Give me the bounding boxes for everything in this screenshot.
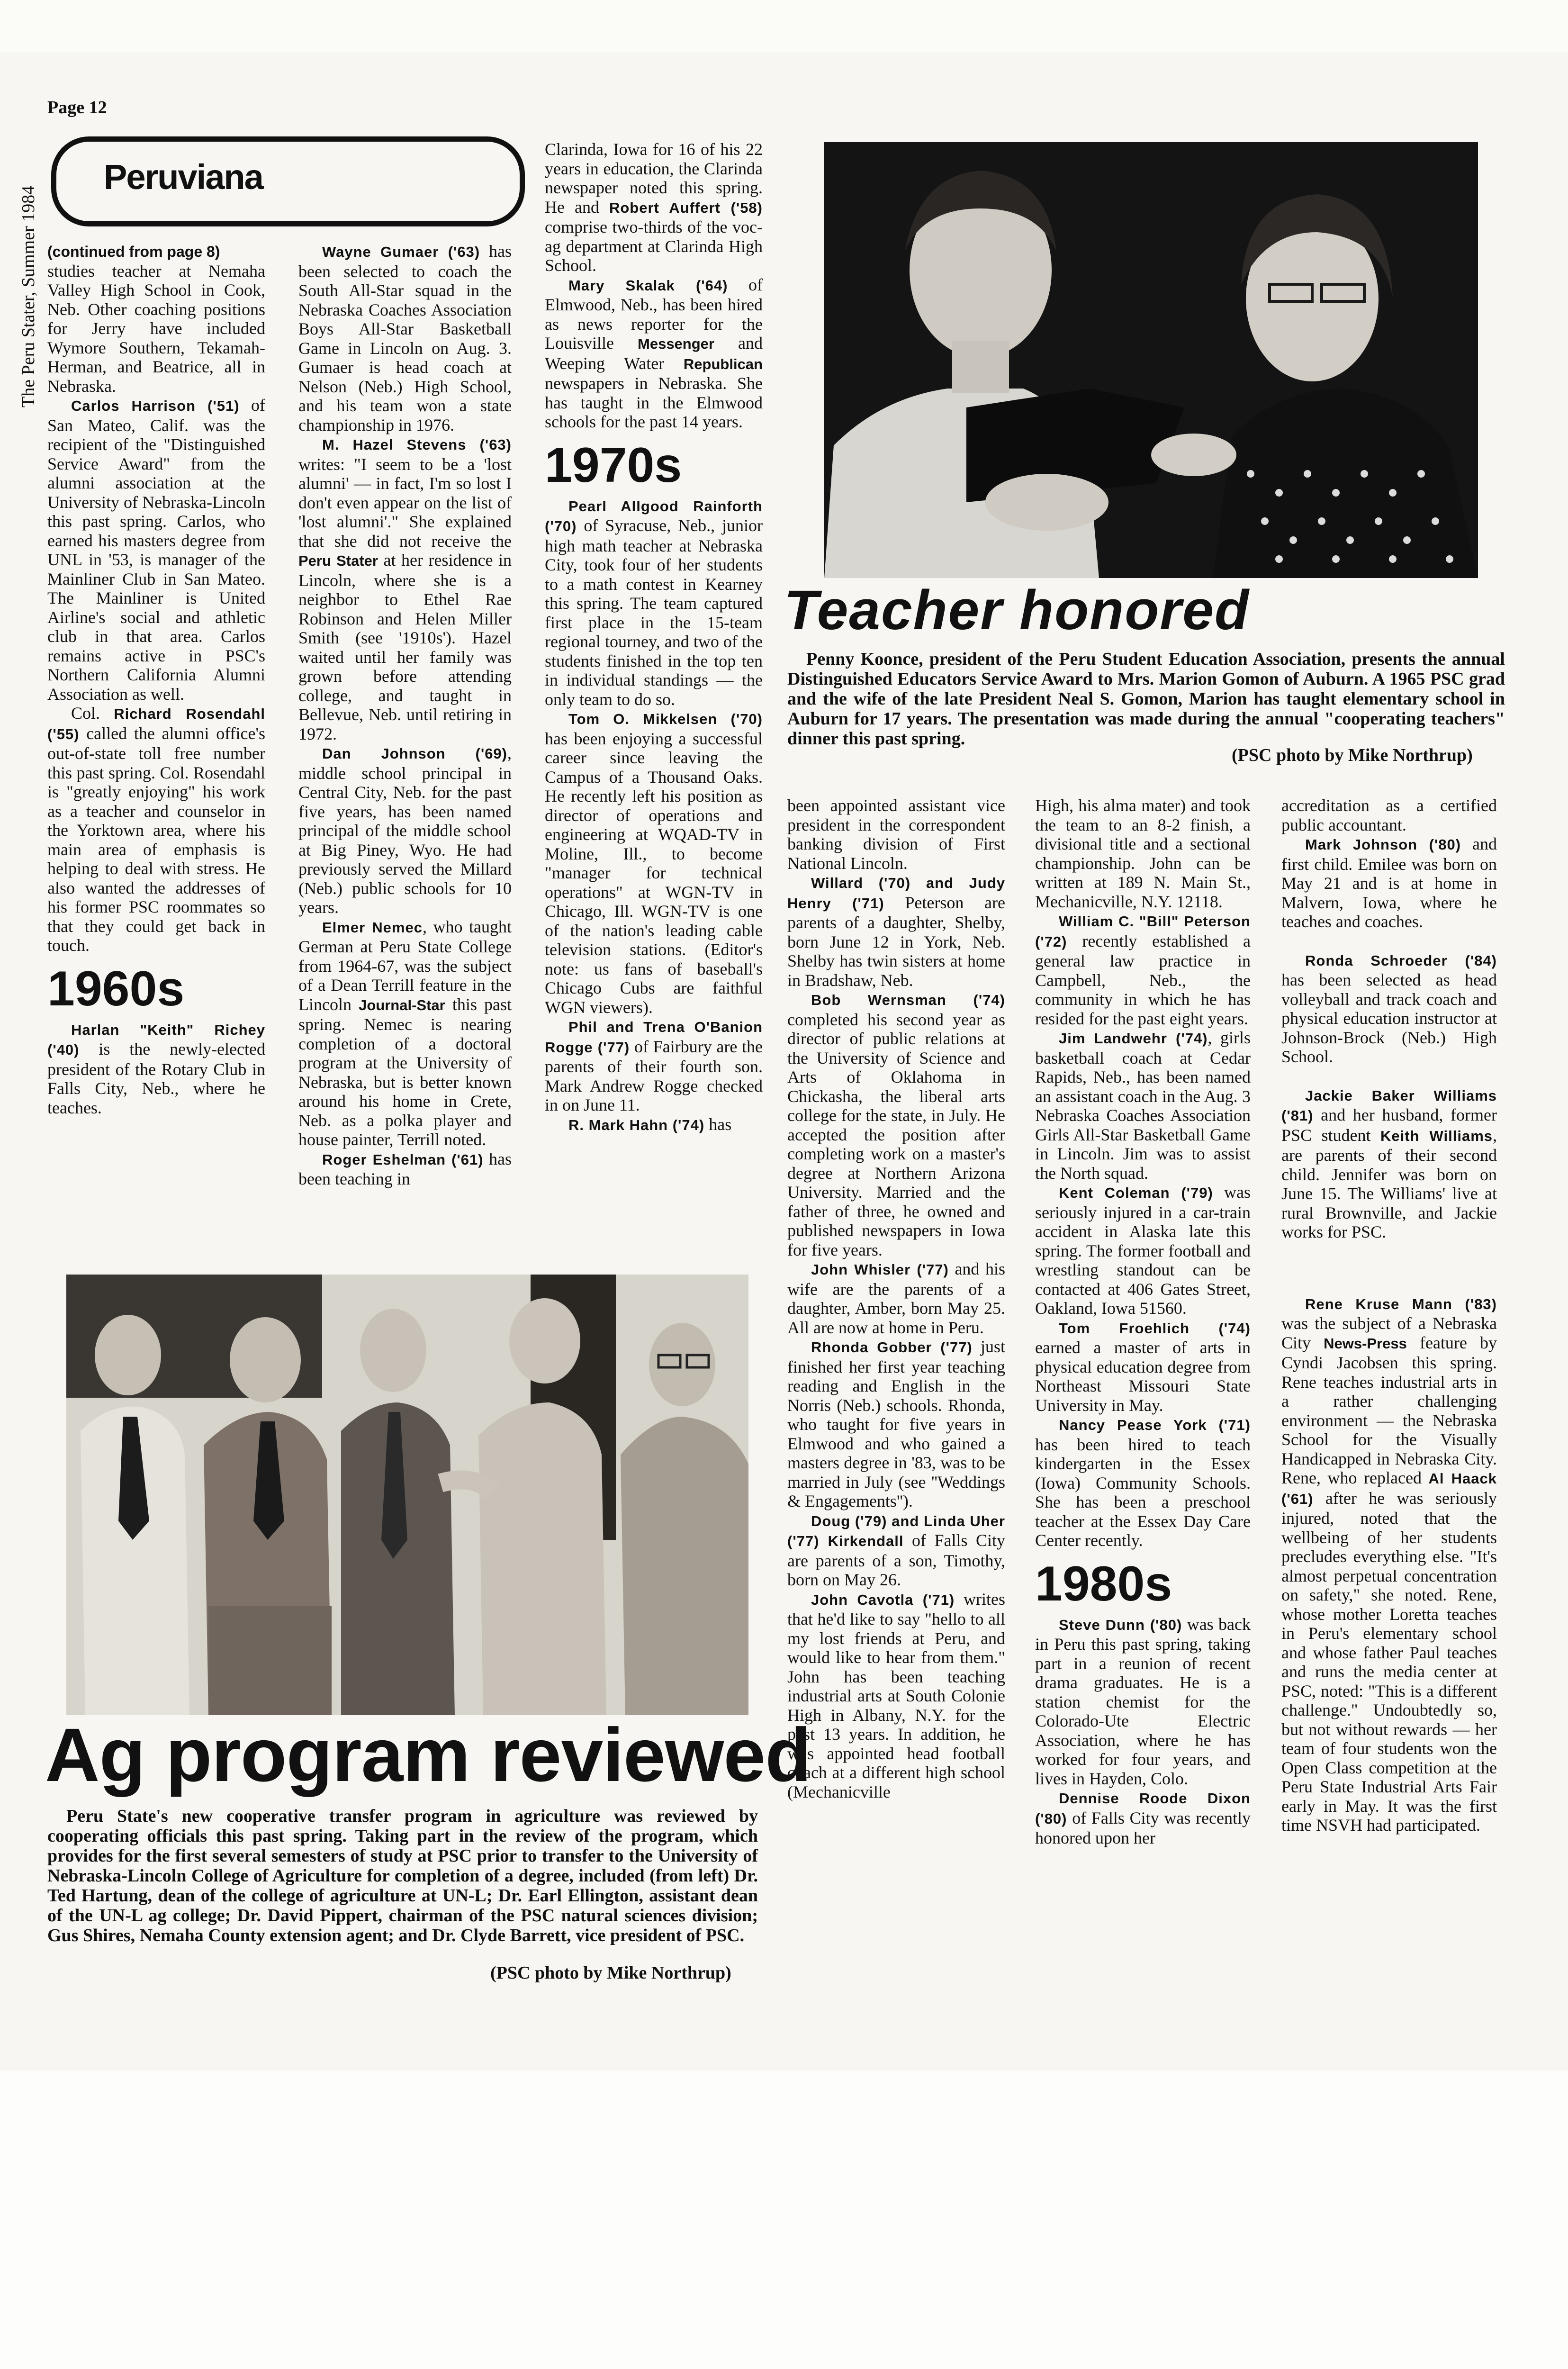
item-paragraph: Bob Wernsman ('74) completed his second year as director of public relations at the University of Science and Arts of Oklahoma in Chickasha, the liberal arts college for the state, in July. He accepted the position after completing work on a master's degree at Northern Arizona University. Married and the father of three, he owned and published newspapers in Iowa for five years. — [787, 992, 1005, 1259]
item-paragraph: Kent Coleman ('79) was seriously injured in a car-train accident in Alaska late this spring. The former football and wrestling standout can be contacted at 406 Gates Street, Oakland, Iowa 51560. — [1035, 1183, 1251, 1318]
item-paragraph: M. Hazel Stevens ('63) writes: "I seem to be a 'lost alumni' — in fact, I'm so lost I don't even appear on the list of 'lost alumni'." She explained that she did not receive the Peru Stater at her residence in Lincoln, where she is a neighbor to Ethel Rae Robinson and Helen Miller Smith (see '1910s'). Hazel waited until her family was grown before attending college, and taught in Bellevue, Neb. until retiring in 1972. — [298, 436, 512, 743]
item-paragraph: studies teacher at Nemaha Valley High School in Cook, Neb. Other coaching positions for Jerry have included Wymore Southern, Tekamah-Herman, and Beatrice, all in Nebraska. — [47, 261, 265, 396]
item-paragraph: been appointed assistant vice president in the correspondent banking division of First National Lincoln. — [787, 796, 1005, 873]
column-5 — [1035, 796, 1251, 1848]
ag-program-headline: Ag program reviewed — [45, 1712, 811, 1797]
item-paragraph: Ronda Schroeder ('84) has been selected as head volleyball and track coach and physical education instructor at Johnson-Brock (Neb.) High School. — [1281, 952, 1497, 1066]
item-paragraph: Clarinda, Iowa for 16 of his 22 years in education, the Clarinda newspaper noted this spring. He and Robert Auffert ('58) comprise two-thirds of the voc-ag department at Clarinda High School. — [545, 140, 763, 275]
item-paragraph: Col. Richard Rosendahl ('55) called the alumni office's out-of-state toll free number this past spring. Col. Rosendahl is "greatly enjoying" his work as a teacher and counselor in the Yorktown area, where his main area of emphasis is helping to deal with stress. He also wanted the addresses of his former PSC roommates so that they could get back in touch. — [47, 704, 266, 955]
column-6 — [1281, 796, 1497, 1835]
item-paragraph: Harlan "Keith" Richey ('40) is the newly-elected president of the Rotary Club in Falls City, Neb., where he teaches. — [47, 1021, 265, 1117]
decade-heading-1980s: 1980s — [1035, 1556, 1172, 1611]
item-paragraph: Steve Dunn ('80) was back in Peru this past spring, taking part in a reunion of recent drama graduates. He is a station chemist for the Colorado-Ute Electric Association, where he has worked for four years, and lives in Hayden, Colo. — [1035, 1614, 1251, 1788]
item-paragraph: Phil and Trena O'Banion Rogge ('77) of Fairbury are the parents of their fourth son. Mark Andrew Rogge checked in on June 11. — [545, 1019, 763, 1114]
continued-note: (continued from page 8) — [47, 243, 220, 260]
column-2 — [298, 242, 512, 1189]
column-3 — [545, 140, 763, 1135]
page-number: Page 12 — [47, 98, 107, 118]
photo-illustration — [824, 142, 1478, 578]
item-paragraph: Nancy Pease York ('71) has been hired to teach kindergarten in the Essex (Iowa) Community Schools. She has been a preschool teacher at the Essex Day Care Center recently. — [1035, 1417, 1251, 1550]
item-paragraph: Doug ('79) and Linda Uher ('77) Kirkendall of Falls City are parents of a son, Timothy, born on May 26. — [787, 1512, 1005, 1589]
item-paragraph: John Cavotla ('71) writes that he'd like to say "hello to all my lost friends at Peru, and would like to hear from them." John has been teaching industrial arts at South Colonie High in Albany, N.Y. for the past 13 years. In addition, he was appointed head football coach at a different high school (Mechanicville — [787, 1589, 1005, 1801]
column-4 — [787, 796, 1005, 1801]
item-paragraph: High, his alma mater) and took the team to an 8-2 finish, a divisional title and a sectional championship. John can be written at 189 N. Main St., Mechanicville, N.Y. 12118. — [1035, 796, 1251, 911]
teacher-honored-photo — [824, 142, 1478, 578]
teacher-honored-caption: Penny Koonce, president of the Peru Student Education Association, presents the annual Distinguished Educators Service Award to Mrs. Marion Gomon of Auburn. A 1965 PSC grad and the wife of the late President Neal S. Gomon, Marion has taught elementary school in Auburn for 17 years. The presentation was made during the annual "cooperating teachers" dinner this past spring. — [787, 649, 1505, 749]
teacher-honored-headline: Teacher honored — [784, 579, 1250, 642]
item-paragraph: Rene Kruse Mann ('83) was the subject of a Nebraska City News-Press feature by Cyndi Jacobsen this spring. Rene teaches industrial arts in a rather challenging environment — the Nebraska School for the Visually Handicapped in Nebraska City. Rene, who replaced Al Haack ('61) after he was seriously injured, noted that the wellbeing of her students precludes everything else. "It's almost perpetual concentration on safety," she noted. Rene, whose mother Loretta teaches in Peru's elementary school and whose father Paul teaches and runs the media center at PSC, noted: "This is a different challenge." Undoubtedly so, but not without rewards — her team of four students won the Open Class competition at the Peru State Industrial Arts Fair early in May. It was the first time NSVH had participated. — [1281, 1295, 1497, 1835]
item-paragraph: Carlos Harrison ('51) of San Mateo, Calif. was the recipient of the "Distinguished Service Award" from the alumni association at the University of Nebraska-Lincoln this past spring. Carlos, who earned his masters degree from UNL in '53, is manager of the Mainliner Club in San Mateo. The Mainliner is United Airline's social and athletic club in that area. Carlos remains active in PSC's Northern California Alumni Association as well. — [47, 396, 265, 704]
ag-program-photo — [66, 1275, 748, 1715]
decade-heading-1960s: 1960s — [47, 961, 185, 1016]
column-1 — [47, 242, 265, 1117]
item-paragraph: Mary Skalak ('64) of Elmwood, Neb., has been hired as news reporter for the Louisville Messenger and Weeping Water Republican newspapers in Nebraska. She has taught in the Elmwood schools for the past 14 years. — [545, 275, 763, 431]
item-paragraph: Pearl Allgood Rainforth ('70) of Syracuse, Neb., junior high math teacher at Nebraska City, took four of her students to a math contest in Kearney this spring. The team captured first place in the 15-team regional tourney, and two of the students finished in the top ten in individual standings — the only team to do so. — [545, 497, 763, 709]
decade-heading-1970s: 1970s — [545, 437, 682, 493]
peruviana-logo — [51, 136, 525, 226]
ag-program-caption: Peru State's new cooperative transfer program in agriculture was reviewed by cooperating officials this past spring. Taking part in the review of the program, which provides for the first several semesters of study at PSC prior to transfer to the University of Nebraska-Lincoln College of Agriculture for completion of a degree, included (from left) Dr. Ted Hartung, dean of the college of agriculture at UN-L; Dr. Earl Ellington, assistant dean of the UN-L ag college; Dr. David Pippert, chairman of the PSC natural sciences division; Gus Shires, Nemaha County extension agent; and Dr. Clyde Barrett, vice president of PSC. — [47, 1806, 758, 1945]
ag-photo-credit: (PSC photo by Mike Northrup) — [490, 1963, 731, 1983]
photo-illustration — [66, 1275, 748, 1715]
item-paragraph: John Whisler ('77) and his wife are the parents of a daughter, Amber, born May 25. All are now at home in Peru. — [787, 1259, 1005, 1337]
item-paragraph: Tom Froehlich ('74) earned a master of arts in physical education degree from Northeast Missouri State University in May. — [1035, 1320, 1251, 1415]
item-paragraph: Mark Johnson ('80) and first child. Emilee was born on May 21 and is at home in Malvern, Iowa, where he teaches and coaches. — [1281, 834, 1497, 931]
side-publication-label: The Peru Stater, Summer 1984 — [18, 185, 38, 407]
item-paragraph: Dan Johnson ('69), middle school principal in Central City, Neb. for the past five years, has been named principal of the middle school at Big Piney, Wyo. He had previously served the Millard (Neb.) public schools for 10 years. — [298, 743, 512, 917]
teacher-photo-credit: (PSC photo by Mike Northrup) — [1232, 745, 1473, 765]
item-paragraph: R. Mark Hahn ('74) has — [568, 1114, 732, 1134]
item-paragraph: Elmer Nemec, who taught German at Peru State College from 1964-67, was the subject of a Dean Terrill feature in the Lincoln Journal-Star this past spring. Nemec is nearing completion of a doctoral program at the University of Nebraska, but is better known around his home in Crete, Neb. as a polka player and house painter, Terrill noted. — [298, 917, 512, 1149]
item-paragraph: Tom O. Mikkelsen ('70) has been enjoying a successful career since leaving the Campus of a Thousand Oaks. He recently left his position as director of operations and engineering at WQAD-TV in Moline, Ill., to become "manager for technical operations" at WGN-TV in Chicago, Ill. WGN-TV is one of the nation's leading cable television stations. (Editor's note: us fans of baseball's Chicago Cubs are faithful WGN viewers). — [545, 711, 763, 1017]
item-paragraph: Willard ('70) and Judy Henry ('71) Peterson are parents of a daughter, Shelby, born June 12 in York, Neb. Shelby has twin sisters at home in Bradshaw, Neb. — [787, 875, 1005, 990]
item-paragraph: Jackie Baker Williams ('81) and her husband, former PSC student Keith Williams, are parents of their second child. Jennifer was born on June 15. The Williams' live at rural Brownville, and Jackie works for PSC. — [1281, 1087, 1497, 1241]
logo-text: Peruviana — [104, 157, 263, 197]
item-paragraph: William C. "Bill" Peterson ('72) recently established a general law practice in Campbell, Neb., the community in which he has resided for the past eight years. — [1035, 913, 1251, 1028]
item-paragraph: Jim Landwehr ('74), girls basketball coach at Cedar Rapids, Neb., has been named an assistant coach in the Aug. 3 Nebraska Coaches Association Girls All-Star Basketball Game in Lincoln. Jim was to assist the North squad. — [1035, 1028, 1251, 1183]
item-paragraph: Rhonda Gobber ('77) just finished her first year teaching reading and English in the Norris (Neb.) schools. Rhonda, who taught for five years in Elmwood and who gained a masters degree in '83, was to be married in July (see ''Weddings & Engagements''). — [787, 1337, 1005, 1510]
item-paragraph: Wayne Gumaer ('63) has been selected to coach the South All-Star squad in the Nebraska Coaches Association Boys All-Star Basketball Game in Lincoln on Aug. 3. Gumaer is head coach at Nelson (Neb.) High School, and his team won a state championship in 1976. — [298, 242, 512, 434]
scan-margin-top — [0, 0, 1568, 52]
item-paragraph: accreditation as a certified public accountant. — [1281, 796, 1497, 834]
item-paragraph: Roger Eshelman ('61) has been teaching in — [298, 1149, 512, 1188]
item-paragraph: Dennise Roode Dixon ('80) of Falls City was recently honored upon her — [1035, 1790, 1251, 1847]
